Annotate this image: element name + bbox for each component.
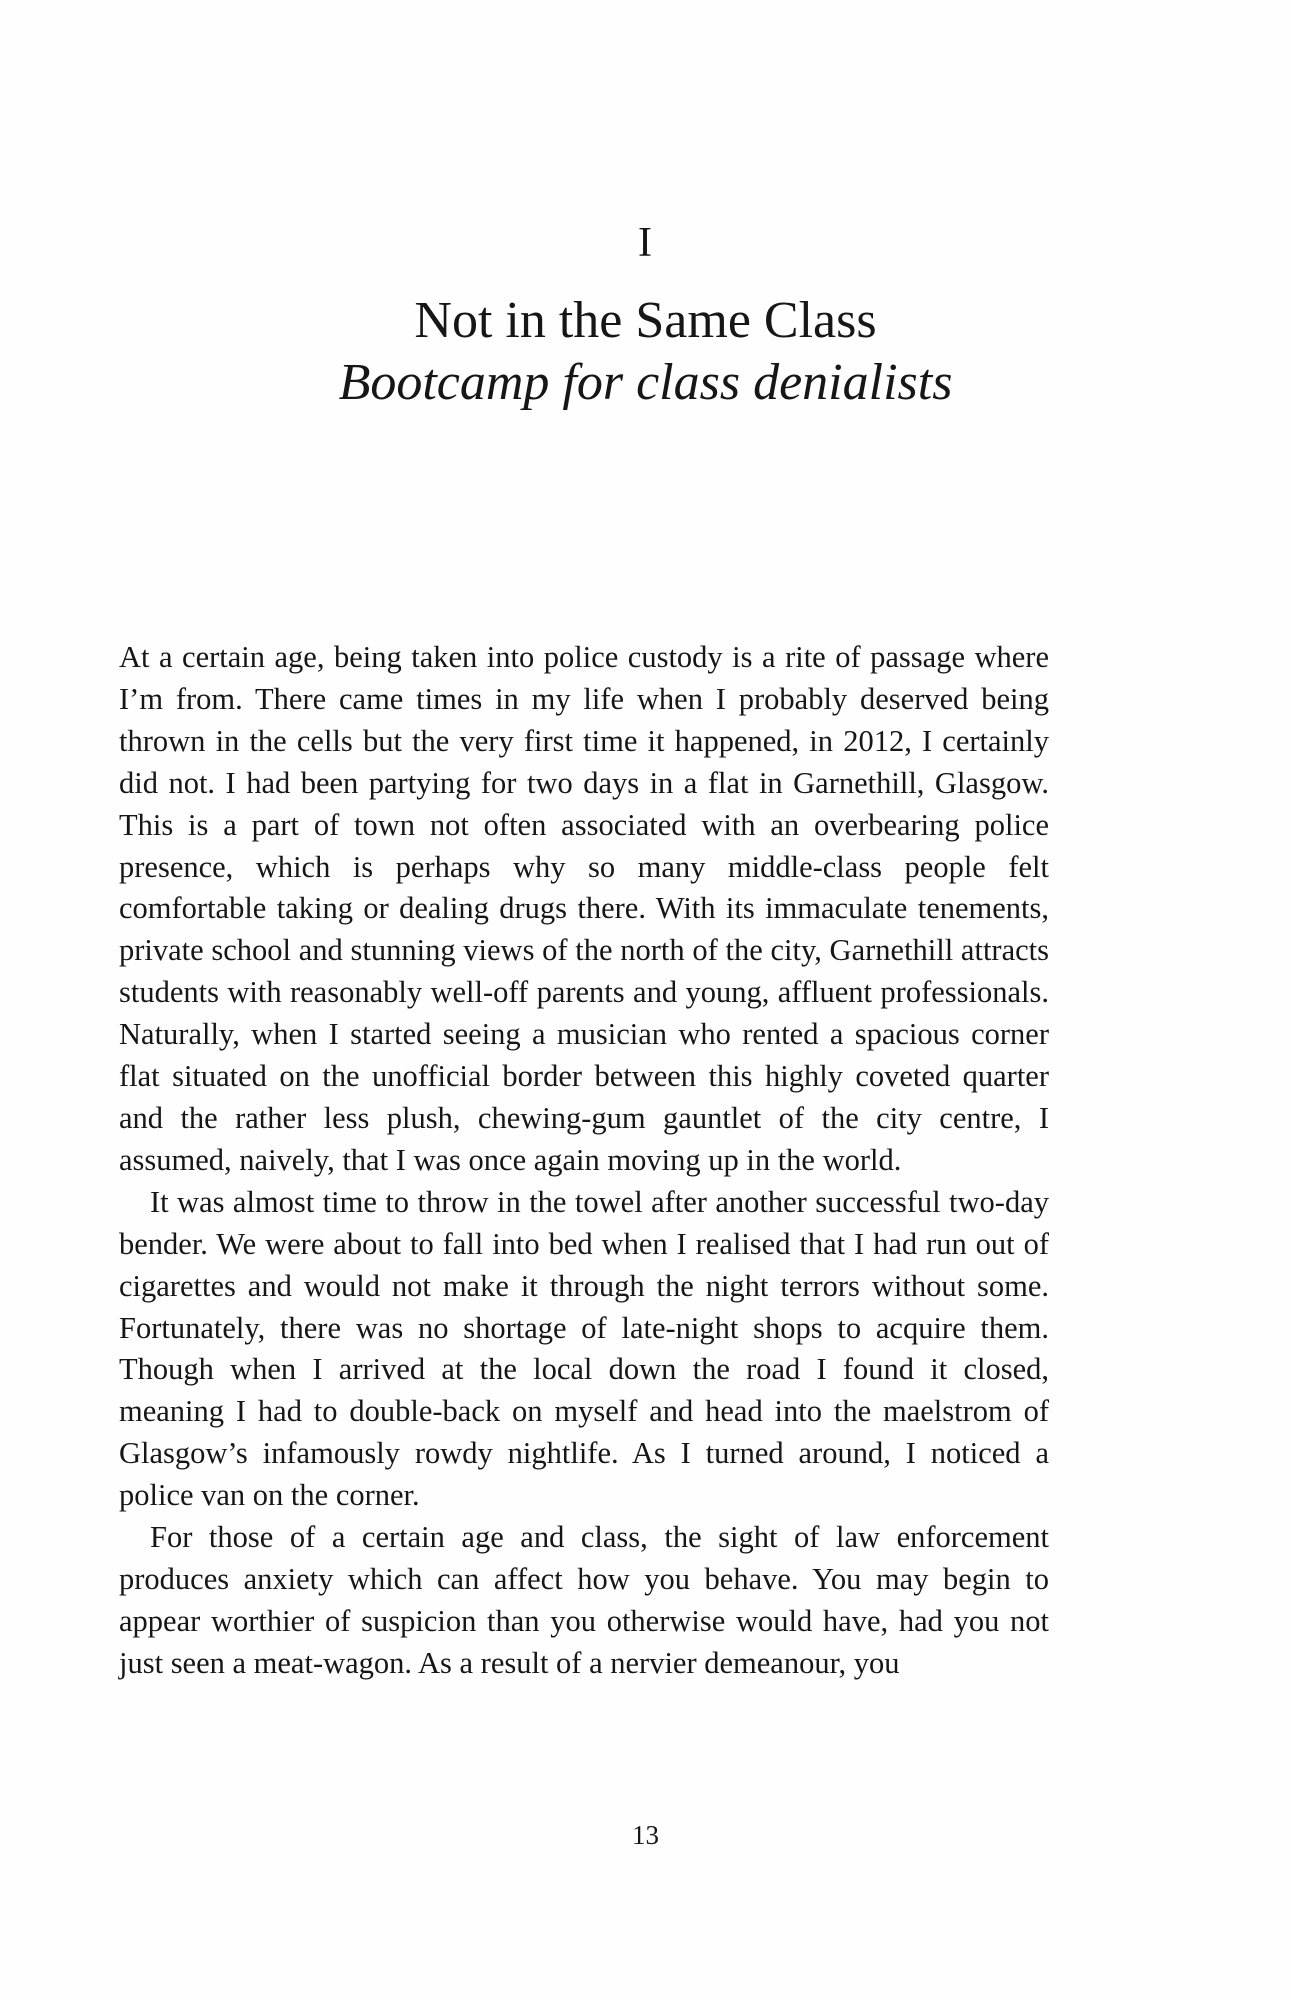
chapter-title: Not in the Same Class — [414, 292, 877, 349]
page-number: 13 — [632, 1820, 659, 1850]
paragraph-1: At a certain age, being taken into police custody is a rite of passage where I’m from. There came times in my life when I probably deserved being thrown in the cells but the very first time it happened, in 2012, I certainly did not. I had been partying for two days in a flat in Garnethill, Glasgow. This is a part of town not often associated with an overbearing police presence, which is perhaps why so many middle-class people felt comfortable taking or dealing drugs there. With its immaculate tenements, private school and stunning views of the north of the city, Garnethill attracts students with reasonably well-off parents and young, affluent professionals. Naturally, when I started seeing a musician who rented a spacious corner flat situated on the unofficial border between this highly coveted quarter and the rather less plush, chewing-gum gauntlet of the city centre, I assumed, naively, that I was once again moving up in the world. — [119, 640, 1049, 1177]
paragraph-3: For those of a certain age and class, the sight of law enforcement produces anxiety which can affect how you behave. You may begin to appear worthier of suspicion than you otherwise would have, had you not just seen a meat-wagon. As a result of a nervier demeanour, you — [119, 1520, 1049, 1680]
body-text — [119, 637, 1049, 1685]
chapter-number: I — [638, 220, 653, 266]
chapter-subtitle: Bootcamp for class denialists — [338, 354, 953, 411]
paragraph-2: It was almost time to throw in the towel after another successful two-day bender. We were about to fall into bed when I realised that I had run out of cigarettes and would not make it through the night terrors without some. Fortunately, there was no shortage of late-night shops to acquire them. Though when I arrived at the local down the road I found it closed, meaning I had to double-back on myself and head into the maelstrom of Glasgow’s infamously rowdy nightlife. As I turned around, I noticed a police van on the corner. — [119, 1184, 1049, 1513]
